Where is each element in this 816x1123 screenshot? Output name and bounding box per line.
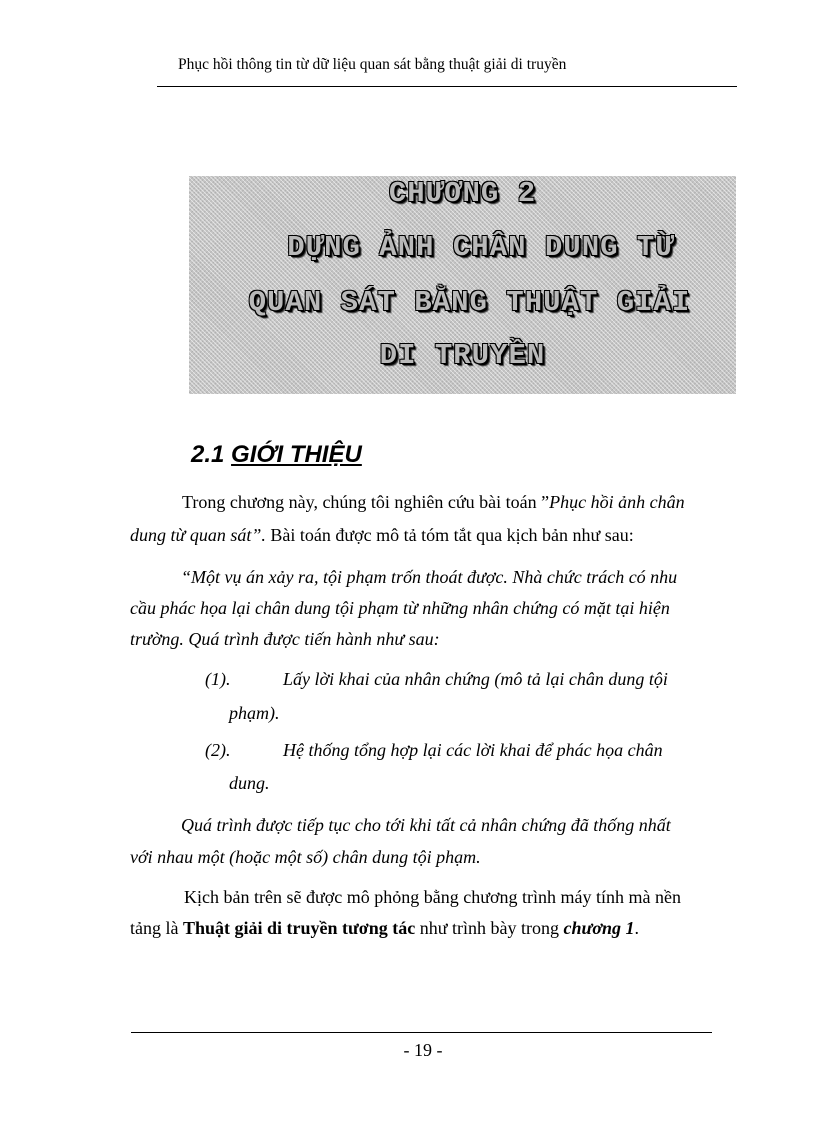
footer-divider — [131, 1032, 712, 1033]
list-item-1-line-2: phạm). — [229, 703, 280, 723]
problem-name-italic: Phục hồi ảnh chân — [549, 492, 685, 512]
paragraph-3-line-1: Kịch bản trên sẽ được mô phỏng bằng chương trình máy tính mà nền — [184, 887, 681, 907]
chapter-title-box — [189, 176, 736, 394]
text-run: Bài toán được mô tả tóm tắt qua kịch bản như sau: — [265, 525, 634, 545]
text-run: như trình bày trong — [415, 918, 564, 938]
quote-line-2: cầu phác họa lại chân dung tội phạm từ những nhân chứng có mặt tại hiện — [130, 598, 670, 618]
list-item-1-number: (1). — [205, 669, 231, 689]
chapter-title-line-2: QUAN SÁT BẰNG THUẬT GIẢI — [248, 286, 691, 319]
list-item-2-line-2: dung. — [229, 773, 270, 793]
list-item-1-line-1: Lấy lời khai của nhân chứng (mô tả lại chân dung tội — [283, 669, 668, 689]
bold-term: Thuật giải di truyền tương tác — [182, 918, 416, 938]
quote-end-line-2: với nhau một (hoặc một số) chân dung tội phạm. — [130, 847, 481, 867]
chapter-title-line-1: DỰNG ẢNH CHÂN DUNG TỪ — [287, 231, 674, 264]
paragraph-1-line-1 — [182, 490, 685, 514]
text-run: . — [634, 918, 639, 938]
chapter-number: CHƯƠNG 2 — [388, 177, 537, 210]
text-run: tảng là — [130, 918, 183, 938]
paragraph-1-line-2 — [130, 523, 634, 547]
list-item-2-number: (2). — [205, 740, 231, 760]
text-run: Trong chương này, chúng tôi nghiên cứu bài toán ” — [182, 492, 550, 512]
chapter-reference: chương 1 — [563, 918, 635, 938]
quote-line-1: “Một vụ án xảy ra, tội phạm trốn thoát được. Nhà chức trách có nhu — [181, 567, 678, 587]
chapter-title-line-3: DI TRUYỀN — [379, 339, 546, 372]
running-header: Phục hồi thông tin từ dữ liệu quan sát bằng thuật giải di truyền — [178, 56, 567, 73]
section-title: GIỚI THIỆU — [231, 441, 362, 468]
header-divider — [157, 86, 737, 87]
list-item-2-line-1: Hệ thống tổng hợp lại các lời khai để phác họa chân — [283, 740, 663, 760]
quote-end-line-1: Quá trình được tiếp tục cho tới khi tất cả nhân chứng đã thống nhất — [181, 815, 671, 835]
section-heading — [191, 441, 362, 469]
quote-line-3: trường. Quá trình được tiến hành như sau: — [130, 629, 440, 649]
section-number: 2.1 — [191, 441, 225, 468]
problem-name-italic: dung từ quan sát”. — [130, 525, 266, 545]
page-number: - 19 - — [403, 1040, 443, 1060]
paragraph-3-line-2 — [130, 916, 639, 940]
